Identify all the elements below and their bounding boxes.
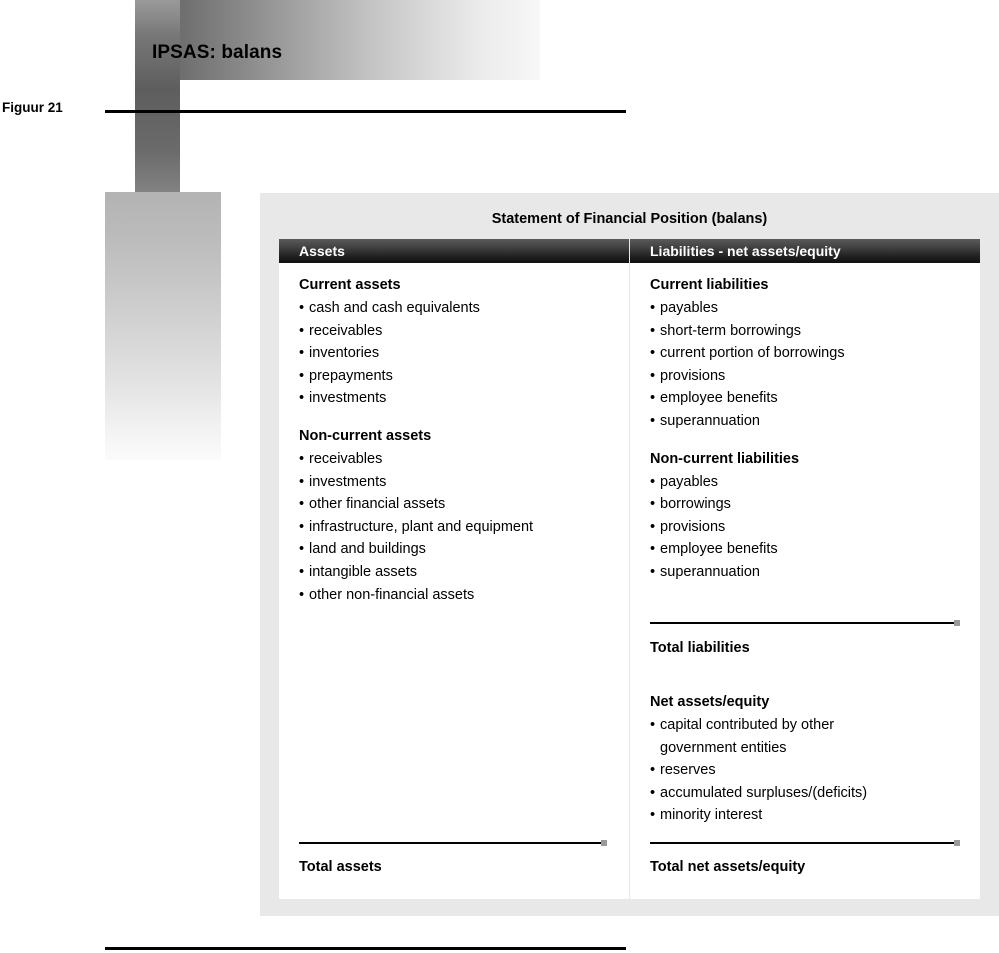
list-item: • provisions (650, 516, 970, 539)
list-item: • provisions (650, 365, 970, 388)
list-item: • receivables (299, 320, 619, 343)
top-rule (105, 110, 626, 113)
liabilities-column (630, 239, 980, 899)
list-item: • land and buildings (299, 538, 619, 561)
list-item: • payables (650, 471, 970, 494)
list-item: • inventories (299, 342, 619, 365)
assets-column-body (299, 277, 619, 624)
liabilities-column-body (650, 277, 970, 602)
list-current-assets (299, 297, 619, 410)
liabilities-subtotal-label: Total liabilities (650, 640, 750, 656)
list-item: • infrastructure, plant and equipment (299, 516, 619, 539)
list-item: • investments (299, 387, 619, 410)
list-item: • minority interest (650, 804, 970, 827)
list-item: • superannuation (650, 561, 970, 584)
header-gradient-band (180, 0, 540, 80)
group-title-non-current-assets: Non-current assets (299, 427, 432, 444)
liabilities-subtotal-rule (650, 622, 960, 624)
list-item: • accumulated surpluses/(deficits) (650, 782, 970, 805)
page-title: IPSAS: balans (152, 42, 283, 63)
assets-total-label: Total assets (299, 859, 382, 875)
assets-column-header: Assets (279, 239, 629, 263)
list-item: • intangible assets (299, 561, 619, 584)
assets-column (279, 239, 629, 899)
diagram-panel (260, 193, 999, 916)
equity-total-rule (650, 842, 960, 844)
list-item: • superannuation (650, 410, 970, 433)
list-current-liabilities (650, 297, 970, 433)
liabilities-column-header: Liabilities - net assets/equity (630, 239, 980, 263)
list-non-current-assets (299, 448, 619, 606)
bottom-rule (105, 947, 626, 950)
list-item: • receivables (299, 448, 619, 471)
equity-total-label: Total net assets/equity (650, 859, 806, 875)
list-item: • capital contributed by other government entities (650, 714, 900, 759)
list-item: • payables (650, 297, 970, 320)
lower-gradient-block (105, 192, 221, 460)
list-item: • cash and cash equivalents (299, 297, 619, 320)
group-title-net-assets-equity: Net assets/equity (650, 694, 770, 710)
group-title-current-assets: Current assets (299, 277, 401, 293)
list-item: • borrowings (650, 493, 970, 516)
diagram-title: Statement of Financial Position (balans) (491, 211, 768, 227)
list-item: • current portion of borrowings (650, 342, 970, 365)
list-item: • investments (299, 471, 619, 494)
list-item: • employee benefits (650, 387, 970, 410)
list-item: • prepayments (299, 365, 619, 388)
list-non-current-liabilities (650, 471, 970, 584)
list-item: • short-term borrowings (650, 320, 970, 343)
figure-label: Figuur 21 (2, 100, 63, 115)
list-item: • employee benefits (650, 538, 970, 561)
list-item: • other non-financial assets (299, 584, 619, 607)
list-net-assets-equity (650, 714, 970, 827)
list-item: • other financial assets (299, 493, 619, 516)
equity-section (650, 694, 970, 845)
assets-total-rule (299, 842, 607, 844)
group-title-current-liabilities: Current liabilities (650, 277, 769, 293)
group-title-non-current-liabilities: Non-current liabilities (650, 450, 800, 467)
list-item: • reserves (650, 759, 970, 782)
